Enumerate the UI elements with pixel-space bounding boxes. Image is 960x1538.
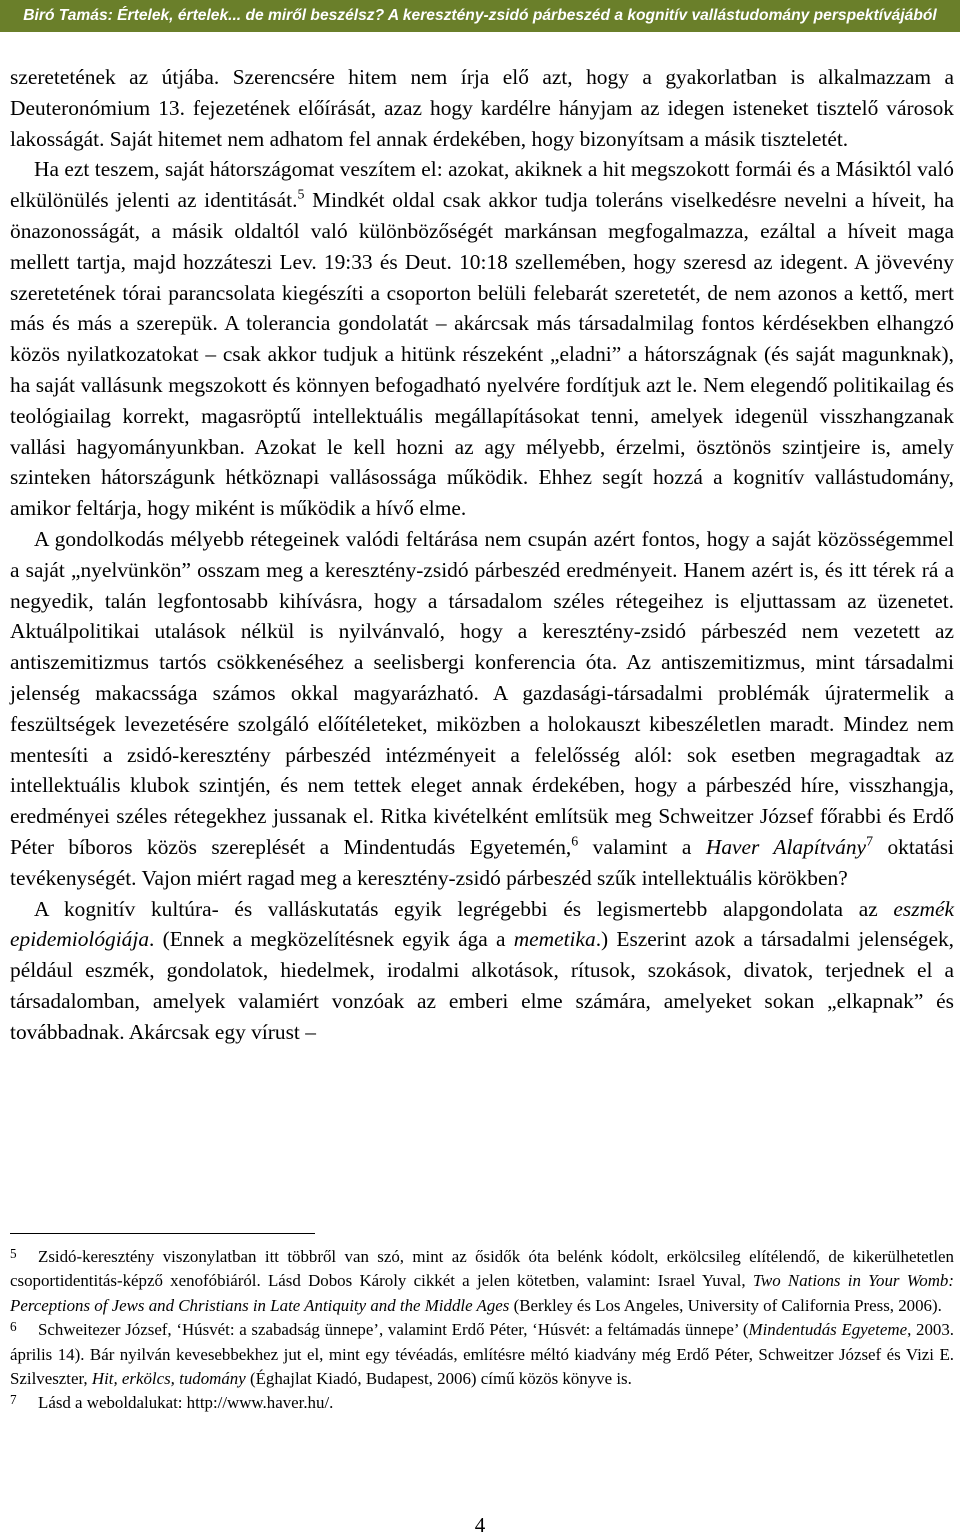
footnote-ref-7[interactable]: 7 (866, 834, 874, 850)
paragraph-2 (10, 154, 954, 524)
footnote-6-text-c: (Éghajlat Kiadó, Budapest, 2006) című közös könyve is. (245, 1369, 632, 1389)
footnote-5-text-a: Zsidó-keresztény viszonylatban itt többről van szó, mint az ősidők óta belénk kódolt, erkölcsileg elítélendő, de kikerülhetetlen csoportidentitás-képző xenofóbiáról. Lásd Dobos Károly cikkét a jelen kötetben, valamint: Israel Yuval, (10, 1247, 954, 1291)
footnote-6-italic-2: Hit, erkölcs, tudomány (91, 1369, 246, 1389)
paragraph-3-italic: Haver Alapítvány (705, 834, 867, 859)
paragraph-4-text-b: . (Ennek a megközelítésnek egyik ága a (149, 927, 514, 952)
paragraph-4-italic-1: eszmék epidemiológiája (10, 896, 954, 952)
paragraph-3-text-c: oktatási tevékenységét. Vajon miért ragad meg a keresztény-zsidó párbeszéd szűk intellektuális körökben? (10, 834, 954, 890)
footnote-separator (10, 1233, 315, 1234)
main-text (10, 62, 954, 1048)
paragraph-1-text: szeretetének az útjába. Szerencsére hitem nem írja elő azt, hogy a gyakorlatban is alkalmazzam a Deuteronómium 13. fejezetének előírását, azaz hogy kardélre hányjam az idegen isteneket tisztelő városok lakosságát. Saját hitemet nem adhatom fel annak érdekében, hogy bizonyítsam a másik tiszteletét. (10, 65, 954, 151)
footnote-ref-6[interactable]: 6 (571, 834, 579, 850)
page-number: 4 (474, 1513, 486, 1537)
paragraph-4 (10, 894, 954, 1048)
paragraph-4-text-a: A kognitív kultúra- és valláskutatás egyik legrégebbi és legismertebb alapgondolata az (34, 896, 894, 921)
paragraph-4-italic-2: memetika (513, 927, 596, 952)
running-header-title: Biró Tamás: Értelek, értelek... de miről beszélsz? A keresztény-zsidó párbeszéd a kognitív vallástudomány perspektívájából (23, 7, 937, 24)
paragraph-3-text-a: A gondolkodás mélyebb rétegeinek valódi feltárása nem csupán azért fontos, hogy a saját közösségemmel a saját „nyelvünkön” osszam meg a keresztény-zsidó párbeszéd eredményeit. Hanem azért is, és itt térek rá a negyedik, talán legfontosabb kihívásra, hogy a társadalom széles rétegeihez is eljuttassam az üzenetet. Aktuálpolitikai utalások nélkül is nyilvánvaló, hogy a keresztény-zsidó párbeszéd nem vezetett az antiszemitizmus tartós csökkenéséhez a seelisbergi konferencia óta. Az antiszemitizmus, mint társadalmi jelenség makacssága számos okkal magyarázható. A gazdasági-társadalmi problémák újratermelik a feszültségek levezetésére szolgáló előítéleteket, miközben a holokauszt kibeszéletlen maradt. Mindez nem mentesíti a zsidó-keresztény párbeszéd intézményeit a felelősség alól: sok esetben megragadtak az intellektuális klubok szintjén, és nem tettek eleget annak érdekében, hogy a párbeszéd híre, visszhangja, eredményei széles rétegekhez jussanak el. Ritka kivételként említsük meg Schweitzer József főrabbi és Erdő Péter bíboros közös szereplését a Mindentudás Egyetemén, (10, 526, 954, 859)
footnote-6-text-a: Schweitezer József, ‘Húsvét: a szabadság ünnepe’, valamint Erdő Péter, ‘Húsvét: a feltámadás ünnepe’ ( (38, 1320, 749, 1340)
footnote-7-text[interactable]: Lásd a weboldalukat: http://www.haver.hu/. (38, 1393, 334, 1413)
footnotes (10, 1245, 954, 1416)
footnote-5: 5 Zsidó-keresztény viszonylatban itt többről van szó, mint az ősidők óta belénk kódolt, erkölcsileg elítélendő, de kikerülhetetlen csoportidentitás-képző xenofóbiáról. Lásd Dobos Károly cikkét a jelen kötetben, valamint: Israel Yuval, Two Nations in Your Womb: Perceptions of Jews and Christians in Late Antiquity and the Middle Ages (Berkley és Los Angeles, University of California Press, 2006). (10, 1246, 954, 1315)
paragraph-1 (10, 62, 954, 154)
paragraph-2-text-a: Ha ezt teszem, saját hátországomat veszítem el: azokat, akiknek a hit megszokott formái és a Másiktól való elkülönülés jelenti az identitását. (10, 157, 954, 213)
footnote-6-text-b: , 2003. április 14). Bár nyilván kevesebbekhez jut el, mint egy tévéadás, említésre méltó kiadvány még Erdő Péter, Schweitzer József és Vizi E. Szilveszter, (10, 1320, 954, 1389)
footnote-5-italic: Two Nations in Your Womb: Perceptions of Jews and Christians in Late Antiquity and the Middle Ages (10, 1271, 954, 1315)
footnote-6-italic-1: Mindentudás Egyeteme (748, 1320, 908, 1340)
footnote-5-text-b: (Berkley és Los Angeles, University of California Press, 2006). (509, 1295, 942, 1315)
footnote-6: 6 Schweitezer József, ‘Húsvét: a szabadság ünnepe’, valamint Erdő Péter, ‘Húsvét: a feltámadás ünnepe’ (Mindentudás Egyeteme, 2003. április 14). Bár nyilván kevesebbekhez jut el, mint egy tévéadás, említésre méltó kiadvány még Erdő Péter, Schweitzer József és Vizi E. Szilveszter, Hit, erkölcs, tudomány (Éghajlat Kiadó, Budapest, 2006) című közös könyve is. (10, 1319, 954, 1389)
paragraph-2-text-b: Mindkét oldal csak akkor tudja toleráns viselkedésre nevelni a híveit, ha önazonosságát, a másik oldaltól való különbözőségét markánsan megfogalmazza, ezáltal a híveit maga mellett tartja, majd hozzáteszi Lev. 19:33 és Deut. 10:18 szellemében, hogy szeresd az idegent. A jövevény szeretetének tórai parancsolata kiegészíti a csoporton belüli felebarát szeretetét, de nem azonos a kettő, mert más és más a szerepük. A tolerancia gondolatát – akárcsak más társadalmilag fontos kérdésekben elhangzó közös nyilatkozatokat – csak akkor tudjuk a hitünk részeként „eladni” a hátországnak (és saját magunknak), ha saját vallásunk megszokott és könnyen befogadható nyelvére fordítjuk azt le. Nem elegendő politikailag és teológiailag korrekt, magasröptű intellektuális megállapításokat tenni, amelyek idegenül visszhangzanak vallási hagyományunkban. Azokat le kell hozni az agy mélyebb, érzelmi, ösztönös szintjeire is, amely szinteken hátországunk hétköznapi vallásossága működik. Ehhez segít hozzá a kognitív vallástudomány, amikor feltárja, hogy miként is működik a hívő elme. (10, 188, 954, 521)
paragraph-4-text-c: .) Eszerint azok a társadalmi jelenségek, például eszmék, gondolatok, hiedelmek, irodalmi alkotások, rítusok, szokások, divatok, terjednek el a társadalomban, amelyek valamiért vonzóak az emberi elme számára, amelyeket sokan „elkapnak” és továbbadnak. Akárcsak egy vírust – (10, 927, 954, 1044)
footnote-7: 7 Lásd a weboldalukat: http://www.haver.hu/. (10, 1392, 334, 1413)
footnote-ref-5[interactable]: 5 (297, 187, 305, 203)
paragraph-3-text-b: valamint a (578, 834, 706, 859)
paragraph-3 (10, 524, 954, 894)
